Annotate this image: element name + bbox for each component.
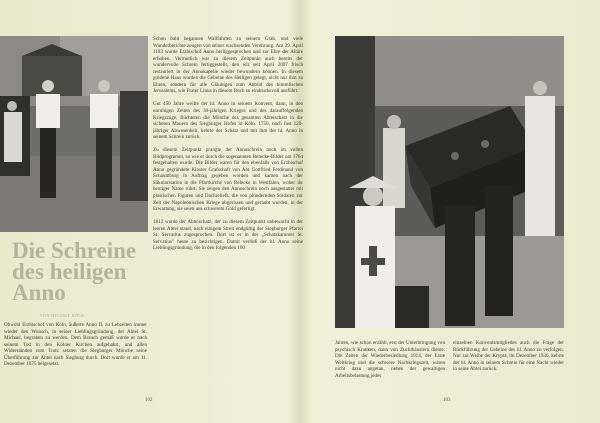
article-title: Die Schreine des heiligen Anno [12,238,137,305]
paragraph: Gut 450 Jahre weilte der hl. Anno in seinem Konvent, dann, in den unruhigen Zeiten des 30-jährigen Krieges und des darauffolgenden Kriegszüge, flüchteten die Mönche des gesamten Abteischatz in die sicheren Mauern des Siegburger Hofes in Köln. 1750, nach fast 120-jähriger Abwesenheit, kehrte der Schatz und mit ihm der hl. Anno in seinem Schrein zurück. [153,101,303,141]
paragraph: Zu diesem Zeitpunkt prangte der Annoschrein noch im vollen Bildprogramm, so wie er durch die sogenannten Belecke-Bilder um 1764 festgehalten wurde. Die Bilder waren für den ebenfalls von Erzbischof Anno gegründete Kloster Grafschaft von Abt Gottfried Ferdinand von Schaumburg in Auftrag gegeben worden und kamen nach der Säkularisation in die Pfarrkirche von Belecke in Westfalen, woher ihr heutiger Name rührt. Sie zeigen den Annoschrein noch ausgestattet mit plastischen Figuren und Dachreliefs, die von plündernden Soldaten zur Zeit der Napoleonischen Kriege abgerissen und geraubt wurden, in der Erwartung, sie seien aus schwerem Gold gefertigt. [153,147,303,213]
text-column-right-2 [453,340,564,379]
shrine-procession-photo [335,36,564,328]
page-number-left: 102 [145,398,153,403]
byline: VON HELMUT HÖCK [40,313,85,318]
intro-paragraph [4,322,147,374]
text-column-right-1 [335,340,445,386]
paragraph: einzelnen Konventsmitgliedes auch die Frage der Rückführung der Gebeine des hl. Anno zu verfolgen. Nur zur Weihe der Krypta, im Dezember 1936, kehrte der hl. Anno in seinem Schrein für eine Nacht wieder in seine Abtei zurück. [453,340,564,373]
paragraph: Schon bald begannen Wallfahrten zu seinem Grab, und viele Wunderberichte zeugen von seiner wachsenden Verehrung. Am 29. April 1183 wurde Erzbischof Anno heiliggesprochen und zur Ehre der Altäre erhoben. Vermutlich war zu diesem Zeitpunkt auch bereits der wundervolle Schrein fertiggestellt, den wir seit April 2007 frisch restauriert in der Annokapelle wieder bewundern können. In diesem goldene Haus wurden die Gebeine des Heiligen gelegt, nicht nur ihm zu Ehren, sondern für alle Gläubigen zum Abbild des himmlischen Jerusalems, wie Frater Linus in diesem Buch so eindrucksvoll ausführt. [153,36,303,95]
text-column-middle [153,36,303,396]
paragraph: Jahren, wie schon erzählt, erst der Unterbringung von psychisch Kranken, dann von Zuchthäuslern diente. Die Zeiten der Wiederbesiedlung 1914, der Erste Weltkrieg und die schwere Nachkriegszeit, waren nicht dazu angetan, neben der gewaltigen Arbeitsbelastung jedes [335,340,445,379]
paragraph: 1812 wurde der Abteischatz, der zu diesem Zeitpunkt unbewacht in der leeren Abtei stand, nach einigem Streit endgültig der Siegburger Pfarrei St. Servatius zugesprochen. Dort ist er in der „Schatzkammer St. Servatius" heute zu besichtigen. Damit verließ der hl. Anno seine Lieblingsgründung, die in den folgenden 100 [153,219,303,252]
page-number-right: 103 [443,398,451,403]
intro-text: Obwohl Erzbischof von Köln, äußerte Anno II. zu Lebzeiten immer wieder den Wunsch, in seiner Lieblingsgründung, der Abtei St. Michael, begraben zu werden. Dem Brauch gemäß wurde er nach seinem Tod in den Kölner Kirchen aufgebahrt, und allen Widerständen zum Trotz setzten die Siegburger Mönche seine Überführung zur Abtei nach Siegburg durch. Dort wurde er am 11. Dezember 1075 beigesetzt. [4,322,147,368]
procession-photo-left [0,36,148,232]
